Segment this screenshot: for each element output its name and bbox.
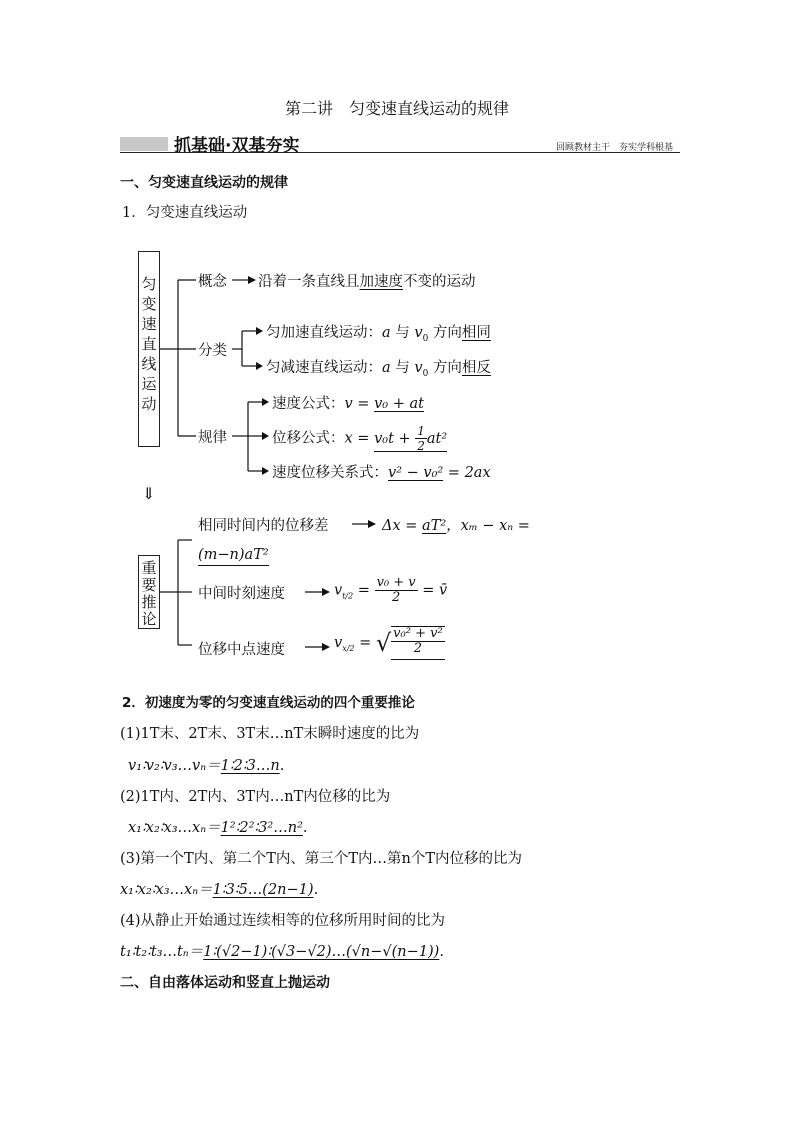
var-v: v [414, 325, 423, 341]
box-char: 速 [141, 315, 157, 333]
subheading-1: 1．匀变速直线运动 [122, 205, 248, 221]
box-char: 直 [141, 335, 157, 353]
formula-part: v₀t + [374, 430, 416, 447]
velocity-formula-blank: v₀ + at [374, 396, 424, 412]
var-a: a [382, 360, 391, 376]
inference-2-equation [128, 816, 308, 837]
displacement-difference-line2: (m−n)aT² [198, 547, 269, 566]
box-char: 变 [141, 295, 157, 313]
concept-label: 概念 [198, 274, 227, 290]
box-char: 线 [141, 355, 157, 373]
key-inferences-box [138, 555, 160, 629]
var-sub: t/2 [342, 591, 354, 601]
box-char: 重 [141, 559, 157, 577]
equation-end: . [439, 944, 444, 960]
concept-line [258, 270, 476, 291]
decel-dir: 方向 [428, 360, 462, 376]
decel-and: 与 [390, 360, 415, 376]
equation-lhs: x₁∶x₂∶x₃…xₙ＝ [128, 820, 221, 836]
fraction-den: 2 [417, 439, 425, 453]
displacement-formula [272, 424, 447, 453]
inference-3: (3)第一个T内、第二个T内、第三个T内…第n个T内位移的比为 [120, 851, 523, 867]
equation-blank: 1∶3∶5…(2n−1) [212, 882, 314, 898]
box-char: 论 [141, 610, 157, 628]
var-v: v [414, 360, 423, 376]
inference-2: (2)1T内、2T内、3T内…nT内位移的比为 [120, 789, 391, 805]
equals: = [352, 430, 375, 447]
formula-blank: aT² [422, 518, 447, 534]
formula-lhs: Δx = [382, 518, 423, 534]
concept-blank: 加速度 [359, 274, 403, 290]
implies-arrow: ⇓ [142, 484, 156, 503]
fraction-num: 1 [417, 424, 425, 438]
velocity-displacement-relation [272, 461, 491, 482]
equation-end: . [313, 882, 319, 898]
displacement-difference [198, 514, 329, 535]
concept-text-end: 不变的运动 [403, 274, 476, 290]
var-v: v [344, 396, 353, 412]
decel-blank: 相反 [461, 360, 491, 376]
formula-part: at² [426, 430, 448, 447]
decel-text: 匀减速直线运动： [266, 360, 382, 376]
formula-rhs: ，xₘ − xₙ = [446, 518, 530, 534]
fraction-den: 2 [413, 641, 423, 656]
inference-4: (4)从静止开始通过连续相等的位移所用时间的比为 [120, 913, 446, 929]
uniform-decel-line [266, 356, 491, 379]
box-char: 推 [141, 593, 157, 611]
inference-label: 相同时间内的位移差 [198, 518, 329, 534]
mid-position-velocity-formula: $v_{x/2}$ = √ $\frac{\text{v₀² + v²}}{2}$ [334, 626, 445, 660]
velocity-formula-label: 速度公式： [272, 396, 345, 412]
fraction-half [415, 424, 427, 453]
subheading-2: 2．初速度为零的匀变速直线运动的四个重要推论 [122, 695, 415, 711]
var-v: v [334, 582, 343, 599]
equation-end: . [302, 820, 308, 836]
equals: = [352, 396, 375, 412]
heading-2: 二、自由落体运动和竖直上抛运动 [120, 975, 330, 991]
relation-blank: v² − v₀² [388, 465, 444, 481]
accel-blank: 相同 [461, 325, 491, 341]
page-title: 第二讲 匀变速直线运动的规律 [284, 99, 509, 118]
section-band-title: 抓基础·双基夯实 [174, 136, 300, 156]
accel-dir: 方向 [428, 325, 462, 341]
var-x: x [344, 430, 353, 447]
var-sub: x/2 [342, 643, 355, 653]
equation-blank: 1∶(√2−1)∶(√3−√2)…(√n−√(n−1)) [203, 944, 440, 960]
mid-time-velocity-formula: $v_{t/2}$ = $\frac{\text{v₀ + v}}{2}$ = v̄ [334, 575, 448, 605]
var-v: v [334, 635, 343, 651]
relation-label: 速度位移关系式： [272, 465, 388, 481]
inference-1-equation [128, 754, 284, 775]
equation-lhs: t₁∶t₂∶t₃…tₙ＝ [120, 944, 204, 960]
equation-blank: 1²∶2²∶3²…n² [220, 820, 303, 836]
fraction [391, 626, 444, 660]
law-label: 规律 [198, 430, 227, 446]
inference-3-equation [120, 878, 318, 899]
box-char: 运 [141, 375, 157, 393]
box-char: 要 [141, 576, 157, 594]
displacement-formula-label: 位移公式： [272, 430, 345, 447]
box-char: 动 [141, 395, 157, 413]
fraction-den: 2 [391, 590, 401, 605]
mid-time-velocity: 中间时刻速度 [198, 586, 285, 602]
section-band-subtitle: 回顾教材主干 夯实学科根基 [556, 143, 674, 153]
equation-blank: 1∶2∶3…n [220, 758, 280, 774]
classification-label: 分类 [198, 343, 227, 359]
var-v-sub: 0 [422, 368, 429, 379]
displacement-formula-blank [374, 424, 448, 453]
formula-rhs: = v̄ [417, 582, 448, 599]
equation-lhs: x₁∶x₂∶x₃…xₙ＝ [120, 882, 213, 898]
relation-rhs: = 2ax [443, 465, 491, 481]
fraction-num: v₀² + v² [393, 626, 443, 641]
equation-lhs: v₁∶v₂∶v₃…vₙ＝ [128, 758, 221, 774]
var-v-sub: 0 [422, 333, 429, 344]
fraction-num: v₀ + v [376, 575, 416, 590]
uniform-accel-line [266, 321, 491, 344]
velocity-formula [272, 392, 424, 413]
heading-1: 一、匀变速直线运动的规律 [120, 175, 288, 191]
fraction [375, 576, 418, 605]
accel-text: 匀加速直线运动： [266, 325, 382, 341]
accel-and: 与 [390, 325, 415, 341]
var-a: a [382, 325, 391, 341]
equation-end: . [279, 758, 285, 774]
displacement-difference-formula [382, 514, 530, 535]
box-char: 匀 [141, 275, 157, 293]
sqrt-icon: √ [375, 629, 392, 657]
uniform-acceleration-box [138, 251, 160, 447]
mid-position-velocity: 位移中点速度 [198, 642, 285, 658]
inference-4-equation [120, 940, 444, 961]
inference-1: (1)1T末、2T末、3T末…nT末瞬时速度的比为 [120, 726, 420, 742]
concept-text: 沿着一条直线且 [258, 274, 360, 290]
